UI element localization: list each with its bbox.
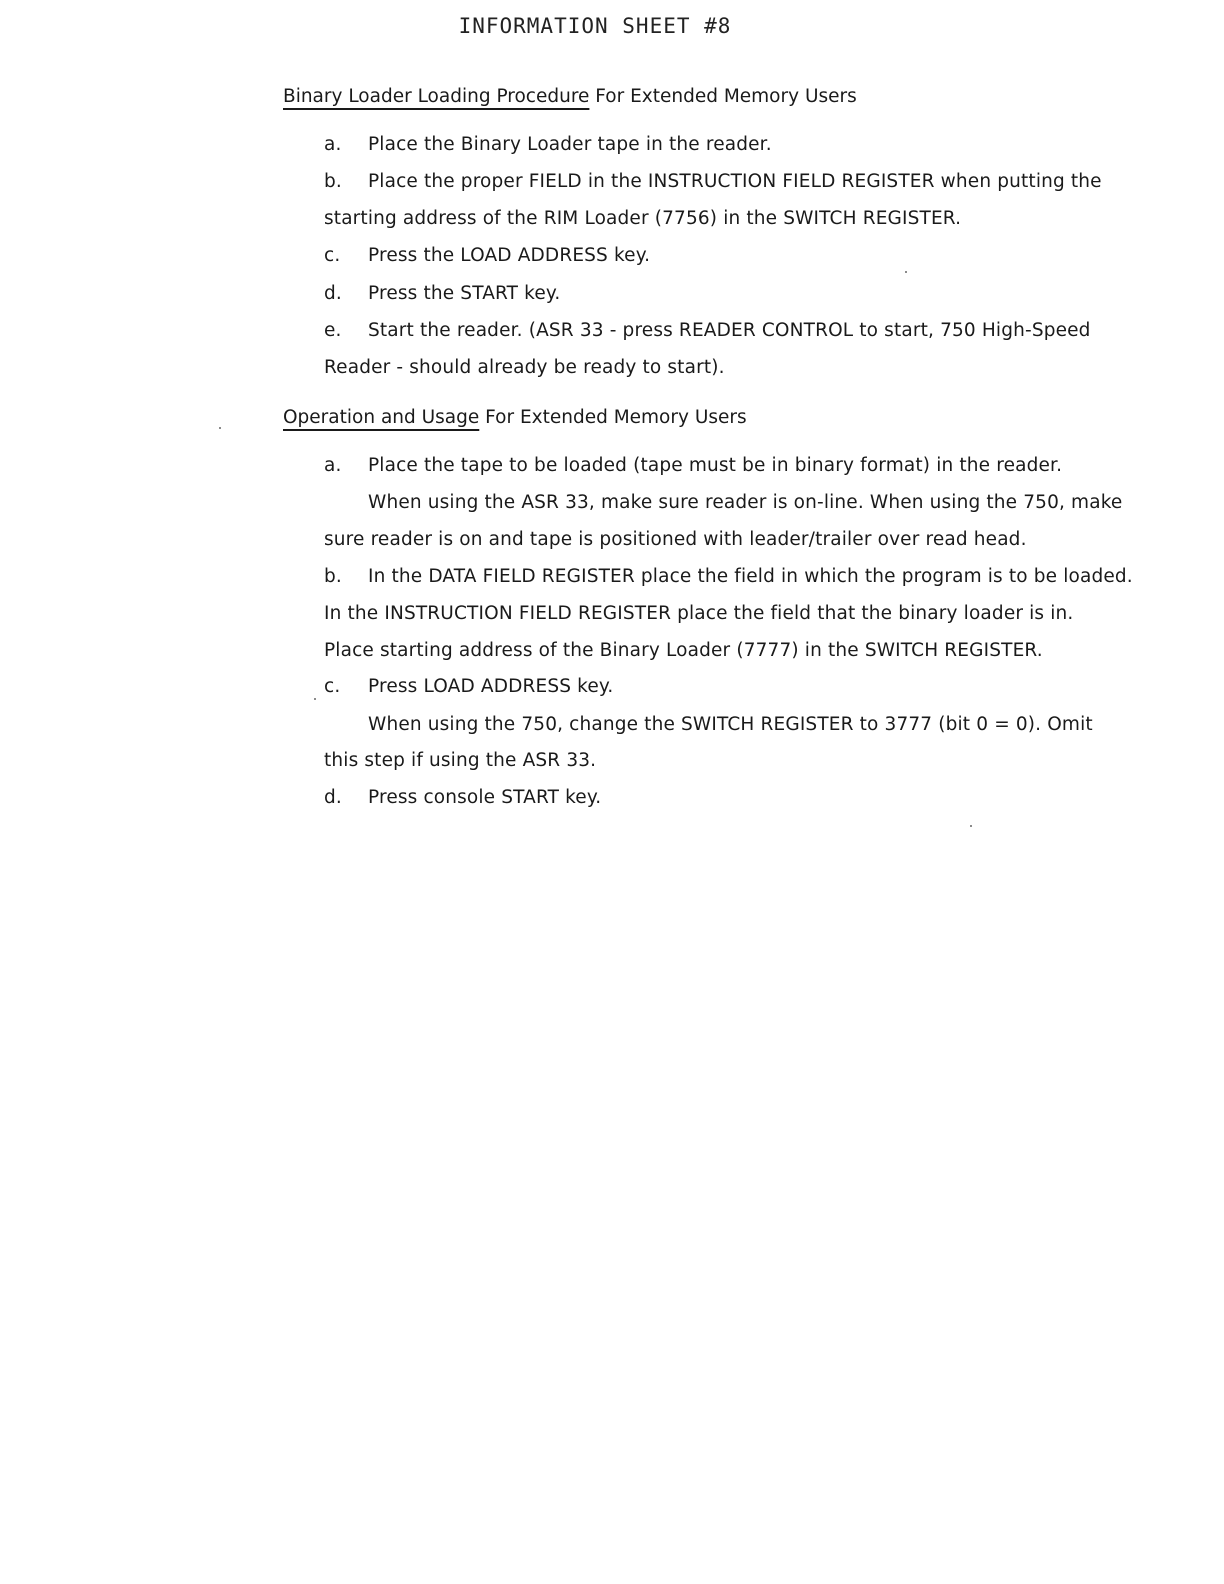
- op-step-b: [324, 564, 1133, 590]
- scan-speck: [219, 427, 221, 429]
- op-step-b-continued: In the INSTRUCTION FIELD REGISTER place the field that the binary loader is in.: [324, 603, 1074, 624]
- sheet-title: INFORMATION SHEET #8: [458, 14, 732, 38]
- op-step-c: [324, 674, 613, 700]
- scan-speck: [905, 271, 907, 273]
- step-text: Press console START key.: [368, 787, 602, 808]
- step-text: Press LOAD ADDRESS key.: [368, 676, 614, 697]
- step-text: Place the Binary Loader tape in the reader.: [368, 134, 772, 155]
- step-marker: d.: [324, 283, 342, 304]
- scan-speck: [970, 825, 972, 827]
- step-marker: b.: [324, 566, 342, 587]
- step-marker: a.: [324, 134, 342, 155]
- step-text: Press the START key.: [368, 283, 561, 304]
- step-text: Place the proper FIELD in the INSTRUCTION FIELD REGISTER when putting the: [368, 171, 1102, 192]
- op-step-a: [324, 453, 1062, 479]
- step-text: Start the reader. (ASR 33 - press READER CONTROL to start, 750 High-Speed: [368, 320, 1091, 341]
- op-step-c-note: When using the 750, change the SWITCH REGISTER to 3777 (bit 0 = 0). Omit: [368, 714, 1093, 735]
- op-step-a-note: When using the ASR 33, make sure reader is on-line. When using the 750, make: [368, 492, 1123, 513]
- step-e: [324, 318, 1091, 344]
- step-a: [324, 132, 772, 158]
- section-heading-rest: For Extended Memory Users: [479, 407, 747, 428]
- section-heading-binary-loader: [283, 84, 857, 110]
- section-heading-operation-usage: [283, 405, 747, 431]
- op-step-d: [324, 785, 601, 811]
- step-e-continued: Reader - should already be ready to start).: [324, 357, 725, 378]
- step-text: Place the tape to be loaded (tape must be in binary format) in the reader.: [368, 455, 1063, 476]
- section-heading-rest: For Extended Memory Users: [589, 86, 857, 107]
- step-c: [324, 243, 650, 269]
- step-marker: e.: [324, 320, 342, 341]
- step-marker: c.: [324, 676, 341, 697]
- section-heading-underlined: Operation and Usage: [283, 407, 480, 428]
- op-step-b-continued-2: Place starting address of the Binary Loader (7777) in the SWITCH REGISTER.: [324, 640, 1043, 661]
- section-heading-underlined: Binary Loader Loading Procedure: [283, 86, 590, 107]
- step-text: In the DATA FIELD REGISTER place the field in which the program is to be loaded.: [368, 566, 1133, 587]
- step-marker: d.: [324, 787, 342, 808]
- step-b: [324, 169, 1102, 195]
- scan-speck: [314, 698, 316, 700]
- step-b-continued: starting address of the RIM Loader (7756) in the SWITCH REGISTER.: [324, 208, 962, 229]
- op-step-a-note-continued: sure reader is on and tape is positioned with leader/trailer over read head.: [324, 529, 1027, 550]
- op-step-c-note-continued: this step if using the ASR 33.: [324, 750, 597, 771]
- step-marker: a.: [324, 455, 342, 476]
- step-marker: c.: [324, 245, 341, 266]
- step-text: Press the LOAD ADDRESS key.: [368, 245, 651, 266]
- step-marker: b.: [324, 171, 342, 192]
- step-d: [324, 281, 560, 307]
